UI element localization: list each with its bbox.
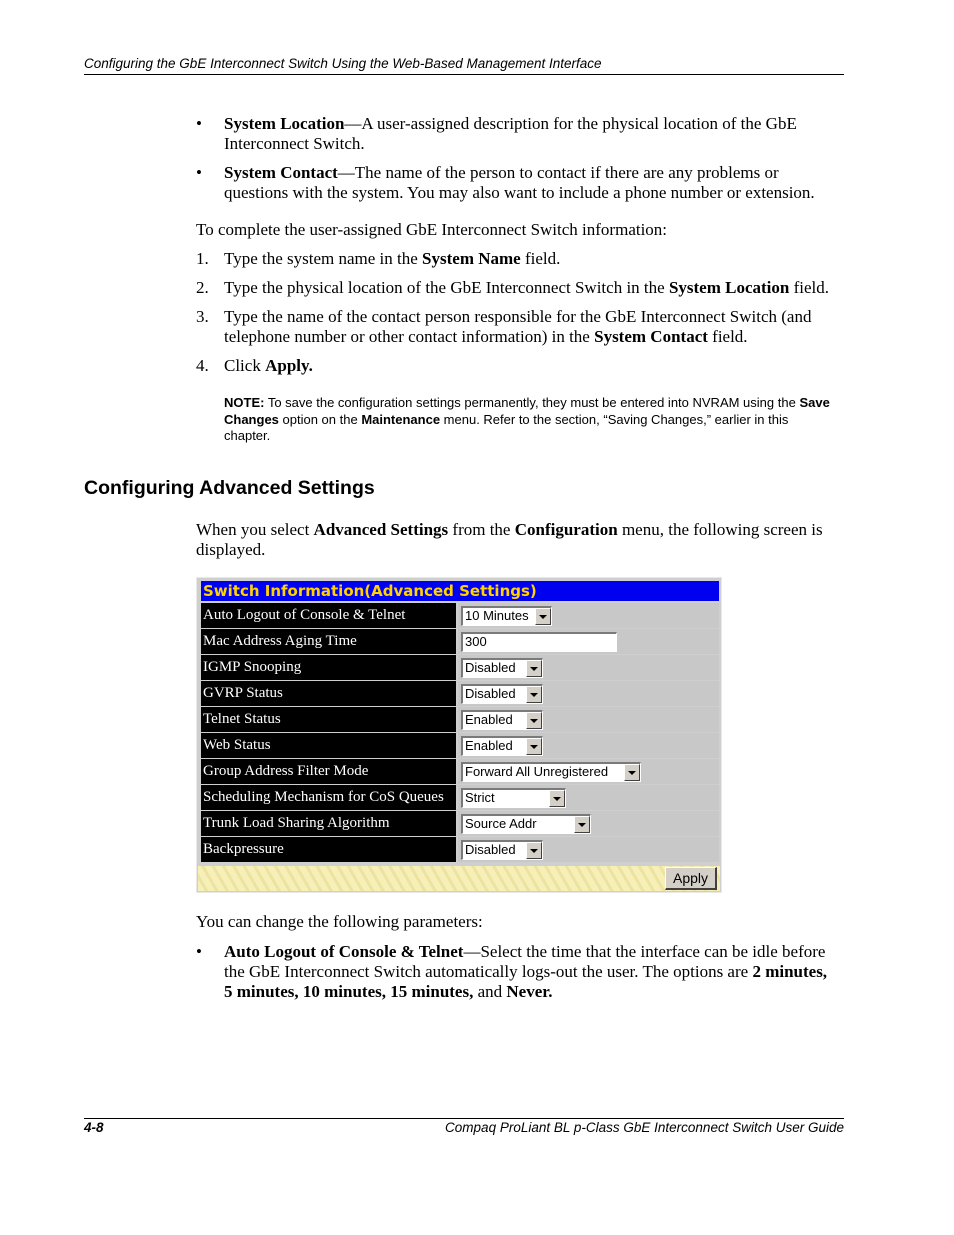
advanced-settings-panel: [196, 577, 722, 893]
select-value: Enabled: [465, 712, 513, 727]
step-bold: System Name: [422, 249, 521, 268]
step-text: field.: [707, 326, 748, 346]
bullet-system-location: [224, 114, 844, 153]
row-value-cell: [458, 603, 719, 628]
row-group-filter-mode: [201, 759, 719, 784]
trunk-load-sharing-select[interactable]: [461, 814, 591, 834]
select-value: Disabled: [465, 842, 516, 857]
footer-guide-title: Compaq ProLiant BL p-Class GbE Interconnect Switch User Guide: [445, 1120, 844, 1135]
step-text: Type the name of the contact person responsible for the GbE Interconnect Switch (and telephone number or other contact information) in the: [224, 307, 812, 346]
note-text: To save the configuration settings permanently, they must be entered into NVRAM using the: [264, 395, 800, 410]
select-value: Disabled: [465, 660, 516, 675]
note-box: [224, 395, 834, 445]
bullet-text: —A user-assigned description for the physical location of the GbE Interconnect Switch.: [224, 114, 797, 153]
note-text: option on the: [278, 411, 362, 427]
bullet-system-contact: [224, 163, 844, 202]
row-label: Mac Address Aging Time: [201, 629, 456, 654]
igmp-snooping-select[interactable]: [461, 658, 543, 678]
panel-footer-pattern: [198, 866, 720, 891]
select-value: Source Addr: [465, 816, 537, 831]
bullet-term: System Location: [224, 114, 345, 133]
change-params-text: You can change the following parameters:: [196, 912, 483, 931]
row-value-cell: [458, 655, 719, 680]
row-backpressure: [201, 837, 719, 862]
step-number: 2.: [196, 278, 209, 297]
intro-text: menu, the following screen is displayed.: [196, 520, 823, 559]
select-value: Forward All Unregistered: [465, 764, 609, 779]
mac-aging-input[interactable]: 300: [461, 632, 617, 652]
step-text: field.: [789, 278, 830, 297]
step-text: Type the physical location of the GbE Interconnect Switch in the: [224, 278, 669, 297]
chevron-down-icon[interactable]: [526, 842, 542, 859]
intro-text: from the: [448, 520, 515, 539]
scheduling-mechanism-select[interactable]: [461, 788, 566, 808]
bullet-text: —Select the time that the interface can be idle before the GbE Interconnect Switch automatically logs-out the user. The options are: [224, 942, 826, 981]
step-3: [224, 307, 844, 346]
bullet-term: Auto Logout of Console & Telnet: [224, 942, 464, 961]
row-label: Web Status: [201, 733, 456, 758]
web-status-select[interactable]: [461, 736, 543, 756]
row-label: Auto Logout of Console & Telnet: [201, 603, 456, 628]
select-value: 10 Minutes: [465, 608, 529, 623]
row-telnet-status: [201, 707, 719, 732]
step-2: [224, 278, 844, 298]
chevron-down-icon[interactable]: [574, 816, 590, 833]
select-value: Strict: [465, 790, 495, 805]
row-label: Scheduling Mechanism for CoS Queues: [201, 785, 456, 810]
row-value-cell: [458, 681, 719, 706]
step-number: 3.: [196, 307, 209, 326]
step-number: 1.: [196, 249, 209, 268]
note-bold: Save Changes: [224, 395, 830, 427]
note-bold: Maintenance: [361, 411, 441, 427]
auto-logout-select[interactable]: [461, 606, 552, 626]
note-text: menu. Refer to the section, “Saving Changes,” earlier in this chapter.: [224, 411, 789, 443]
footer-rule: [84, 1118, 844, 1119]
step-bold: Apply.: [265, 356, 313, 375]
row-auto-logout: [201, 603, 719, 628]
select-value: Enabled: [465, 738, 513, 753]
section-heading: Configuring Advanced Settings: [84, 477, 375, 499]
chevron-down-icon[interactable]: [526, 738, 542, 755]
row-value-cell: [458, 733, 719, 758]
bullet-marker: •: [196, 114, 202, 133]
row-value-cell: [458, 837, 719, 862]
step-bold: System Contact: [594, 326, 708, 346]
chevron-down-icon[interactable]: [535, 608, 551, 625]
row-web-status: [201, 733, 719, 758]
bullet-marker: •: [196, 163, 202, 182]
bullet-bold: 2 minutes, 5 minutes, 10 minutes, 15 minutes,: [224, 962, 828, 1001]
bullet-auto-logout: [224, 942, 839, 1002]
row-value-cell: [458, 811, 719, 836]
panel-title: Switch Information(Advanced Settings): [201, 581, 719, 601]
page-number: 4-8: [84, 1120, 104, 1135]
apply-button[interactable]: Apply: [665, 867, 717, 890]
chevron-down-icon[interactable]: [526, 686, 542, 703]
bullet-marker: •: [196, 942, 202, 961]
intro-bold: Configuration: [514, 520, 618, 539]
row-label: Group Address Filter Mode: [201, 759, 456, 784]
bullet-term: System Contact: [224, 163, 338, 182]
row-label: Trunk Load Sharing Algorithm: [201, 811, 456, 836]
row-scheduling-mechanism: [201, 785, 719, 810]
section-intro: [196, 520, 841, 559]
telnet-status-select[interactable]: [461, 710, 543, 730]
chevron-down-icon[interactable]: [526, 712, 542, 729]
gvrp-status-select[interactable]: [461, 684, 543, 704]
chevron-down-icon[interactable]: [549, 790, 565, 807]
intro-bold: Advanced Settings: [313, 520, 449, 539]
chevron-down-icon[interactable]: [624, 764, 640, 781]
row-mac-aging: [201, 629, 719, 654]
row-label: IGMP Snooping: [201, 655, 456, 680]
step-4: [224, 356, 844, 376]
row-igmp-snooping: [201, 655, 719, 680]
row-gvrp-status: [201, 681, 719, 706]
bullet-text: and: [473, 982, 507, 1001]
header-rule: [84, 74, 844, 75]
bullet-text: —The name of the person to contact if there are any problems or questions with the system. You may also want to include a phone number or extension.: [224, 163, 815, 202]
running-header: Configuring the GbE Interconnect Switch Using the Web-Based Management Interface: [84, 56, 602, 71]
steps-intro: To complete the user-assigned GbE Interconnect Switch information:: [196, 220, 668, 239]
row-label: GVRP Status: [201, 681, 456, 706]
intro-text: When you select: [196, 520, 314, 539]
row-value-cell: [458, 785, 719, 810]
row-value-cell: [458, 759, 719, 784]
backpressure-select[interactable]: [461, 840, 543, 860]
step-text: field.: [520, 249, 561, 268]
row-value-cell: [458, 629, 719, 654]
row-value-cell: [458, 707, 719, 732]
row-label: Telnet Status: [201, 707, 456, 732]
bullet-bold: Never.: [506, 982, 553, 1001]
step-1: [224, 249, 844, 269]
step-text: Click: [224, 356, 266, 375]
step-bold: System Location: [668, 278, 790, 297]
row-label: Backpressure: [201, 837, 456, 862]
step-text: Type the system name in the: [224, 249, 423, 268]
group-filter-mode-select[interactable]: [461, 762, 641, 782]
select-value: Disabled: [465, 686, 516, 701]
step-number: 4.: [196, 356, 209, 375]
row-trunk-load-sharing: [201, 811, 719, 836]
note-label: NOTE:: [224, 395, 265, 410]
chevron-down-icon[interactable]: [526, 660, 542, 677]
